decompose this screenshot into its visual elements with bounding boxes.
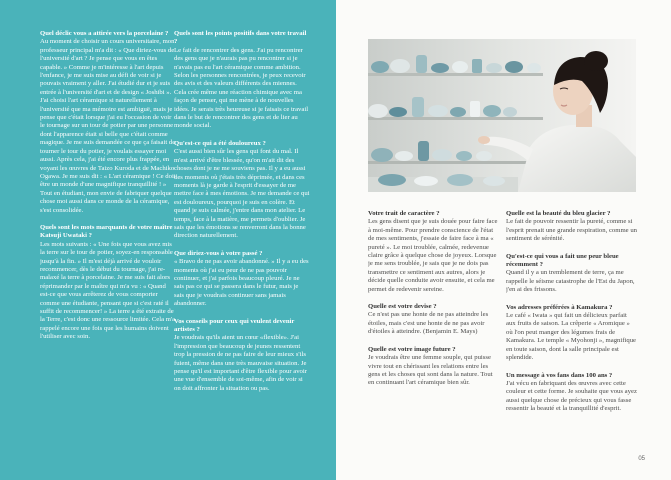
right-page xyxy=(336,0,671,480)
answer-character-trait: Les gens disent que je suis douée pour faire face à moi-même. Pour prendre conscience de l'état de mes sentiments, j'essaie de faire face à ma « pureté ». Le moi troublée, calmée, redevenue claire grâce à quelque chose de joyeux. Lorsque je me sens troublée, je sais que je ne dois pas transmettre ce sentiment aux autres, alors je décide quelle conduite avoir ensuite, et cela me permet de redevenir sereine. xyxy=(368,218,498,293)
answer-porcelain-trigger: Au moment de choisir un cours universitaire, mon professeur principal m'a dit : « Que diriez-vous de l'université d'art ? Je pense que vous en êtes capable. » Comme je m'intéresse à l'art depuis l'enfance, je me suis mise au défi de voir si je pouvais vraiment y aller. J'ai étudié dur et je suis entrée à l'université d'art et de design « Joshibi ». J'ai choisi l'art céramique si naturellement à l'université que ma mémoire est ambiguë, mais je pense que c'était lorsque j'ai eu l'occasion de voir le tournage sur un tour de potier par une personne dont l'apparence était si belle que c'était comme magique. Je me suis demandée ce que ça faisait de tourner le tour du potier, je voulais essayer moi aussi. Après cela, j'ai été encore plus frappée, en voyant les œuvres de Taizo Kuroda et de Machiko Ogawa. Je me suis dit : « L'art céramique ! Ce doit être un monde d'une magnifique tranquillité ! » Tout en étudiant, mon envie de fabriquer quelque chose moi aussi dans ce monde de la céramique, s'est consolidée. xyxy=(40,38,176,214)
question-character-trait: Votre trait de caractère ? xyxy=(368,210,440,217)
left-column-1 xyxy=(40,30,176,470)
artist-photo xyxy=(368,39,636,192)
answer-message-to-fans: J'ai vécu en fabriquant des œuvres avec cette couleur et cette forme. Je souhaite que vous ayez aussi quelque chose de précieux qui vous fasse ressentir la beauté et la tranquillité d'esprit. xyxy=(506,379,637,413)
question-glacier-blue: Quelle est la beauté du bleu glacier ? xyxy=(506,210,611,217)
answer-future-image: Je voudrais être une femme souple, qui puisse vivre tout en chérissant les relations entre les gens et les choses qui sont dans la nature. Tout en continuant l'art céramique bien sûr. xyxy=(368,354,493,387)
answer-motto: Ce n'est pas une honte de ne pas atteindre les étoiles, mais c'est une honte de ne pas avoir d'étoiles à atteindre. (Benjamin E. Mays) xyxy=(368,311,489,336)
question-painful: Qu'est-ce qui a été douloureux ? xyxy=(174,139,266,147)
answer-painful: C'est aussi bien sûr les gens qui font du mal. Il m'est arrivé d'être blessée, qu'on m'ait dit des choses dont je ne me souviens pas. Il y a eu aussi des moments où j'étais très déprimée, et dans ces moments là je garde à l'esprit d'essayer de me mettre face à mes émotions. Je me demande ce qui est douloureux, pourquoi je suis en colère. Et quand je suis calmée, j'entre dans mon atelier. Le temps, face à la matière, me permets d'oublier. Je sais que les émotions se renverront dans la bonne direction naturellement. xyxy=(174,148,310,240)
question-master-words: Quels sont les mots marquants de votre maître Katsuji Uwataki ? xyxy=(40,223,173,240)
question-motto: Quelle est votre devise ? xyxy=(368,303,437,311)
question-kamakura-addresses: Vos adresses préférées à Kamakura ? xyxy=(506,303,613,311)
answer-past-self: « Bravo de ne pas avoir abandonné. » Il y a eu des moments où j'ai eu peur de ne pas pouvoir continuer, et j'ai parfois beaucoup pleuré. Je ne sais pas ce qui se passera dans le futur, mais je sais que je voudrais continuer sans jamais abandonner. xyxy=(174,258,309,308)
question-positive-points: Quels sont les points positifs dans votre travail ? xyxy=(174,30,307,46)
answer-master-words: Les mots suivants : « Une fois que vous avez mis la terre sur le tour de potier, soyez-en responsable jusqu'à la fin. » Il m'est déjà arrivé de vouloir recommencer, dès le début du tournage, j'ai re-malaxé la terre à porcelaine. Je me suis fait alors réprimander par le maître qui m'a vu : « Quand est-ce que vous arrêterez de vous comporter comme une étudiante, pensant que si c'est raté il suffit de recommencer! » La terre a été extraite de la Terre, c'est donc une ressource limitée. Cela m'a rappelé encore une fois que les humains doivent l'utiliser avec soin. xyxy=(40,240,176,341)
answer-kamakura-addresses: Le café « Iwata » qui fait un délicieux parfait aux fruits de saison. La crêperie « Aromique » où l'on peut manger des légumes frais de Kamakura. Le temple « Myohonji », magnifique en toute saison, dont la salle principale est splendide. xyxy=(506,312,637,362)
answer-glacier-blue: Le fait de pouvoir ressentir la pureté, comme si l'esprit prenait une grande respiration, comme un sentiment de sérénité. xyxy=(506,218,638,243)
question-recent-fear: Qu'est-ce qui vous a fait une peur bleue récemment ? xyxy=(506,252,619,269)
page-number: 05 xyxy=(638,456,645,462)
question-message-to-fans: Un message à vos fans dans 100 ans ? xyxy=(506,371,613,379)
question-porcelain-trigger: Quel déclic vous a attirée vers la porcelaine ? xyxy=(40,30,169,37)
answer-advice: Je voudrais qu'ils aient un cœur «flexible». J'ai l'impression que beaucoup de jeunes ressentent trop la pression de ne pas faire de leur mieux s'ils fuient, même dans une très mauvaise situation. Je pense qu'il est important d'être flexible pour avoir une vue d'ensemble de soi-même, afin de voir si on doit affronter la situation ou pas. xyxy=(174,334,307,392)
answer-recent-fear: Quand il y a un tremblement de terre, ça me rappelle le séisme catastrophe de l'Est du Japon, j'en ai des frissons. xyxy=(506,269,635,294)
left-column-2 xyxy=(174,30,310,470)
question-future-image: Quelle est votre image future ? xyxy=(368,345,456,353)
right-column-2 xyxy=(506,210,638,465)
right-column-1 xyxy=(368,210,498,465)
question-past-self: Que diriez-vous à votre passé ? xyxy=(174,249,263,257)
question-advice: Vos conseils pour ceux qui veulent devenir artistes ? xyxy=(174,317,295,333)
answer-positive-points: Le fait de rencontrer des gens. J'ai pu rencontrer des gens que je n'aurais pas pu rencontrer si je n'avais pas eu l'art céramique comme ambition. Selon les personnes rencontrées, je peux recevoir des avis et des valeurs différents des miennes. Cela crée même une réaction chimique avec ma façon de penser, qui me mène à de nouvelles idées. Je serais très heureuse si je faisais ce travail dans le but de rencontrer des gens et de lier au monde social. xyxy=(174,46,309,130)
